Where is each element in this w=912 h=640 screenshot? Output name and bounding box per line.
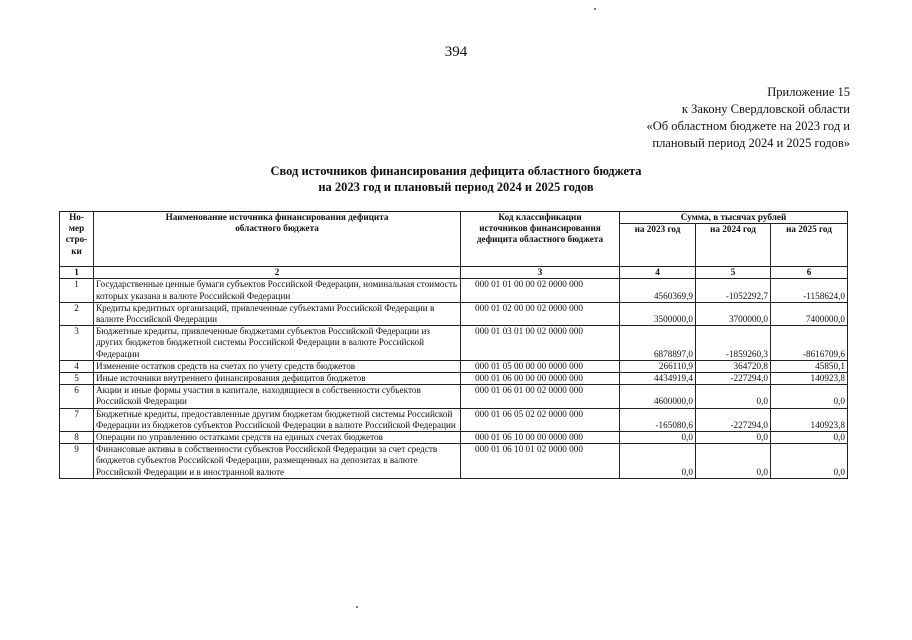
document-title <box>0 163 912 195</box>
row-amount-2025: 7400000,0 <box>771 302 848 325</box>
page-number: 394 <box>444 44 468 60</box>
row-code: 000 01 03 01 00 02 0000 000 <box>461 326 620 361</box>
appendix-line-2: к Закону Свердловской области <box>681 102 850 116</box>
table-row <box>60 302 848 325</box>
header-sum: Сумма, в тысячах рублей <box>620 212 848 224</box>
row-number: 2 <box>60 302 94 325</box>
header-2025: на 2025 год <box>771 224 848 267</box>
row-code: 000 01 06 01 00 02 0000 000 <box>461 385 620 408</box>
table-row <box>60 408 848 431</box>
title-line-2: на 2023 год и плановый период 2024 и 2025 годов <box>318 180 594 194</box>
row-amount-2024: 3700000,0 <box>696 302 771 325</box>
row-number: 3 <box>60 326 94 361</box>
header-number: Но- мер стро- ки <box>60 212 94 267</box>
appendix-line-3: «Об областном бюджете на 2023 год и <box>646 119 850 133</box>
header-code: Код классификации источников финансирования дефицита областного бюджета <box>461 212 620 267</box>
row-code: 000 01 06 10 00 00 0000 000 <box>461 432 620 444</box>
row-number: 5 <box>60 373 94 385</box>
row-amount-2024: 0,0 <box>696 444 771 479</box>
row-code: 000 01 06 00 00 00 0000 000 <box>461 373 620 385</box>
row-amount-2024: -227294,0 <box>696 408 771 431</box>
row-name: Кредиты кредитных организаций, привлеченные субъектами Российской Федерации в валюте Российской Федерации <box>94 302 461 325</box>
row-code: 000 01 05 00 00 00 0000 000 <box>461 360 620 372</box>
row-number: 6 <box>60 385 94 408</box>
row-name: Бюджетные кредиты, привлеченные бюджетами субъектов Российской Федерации из других бюджетов бюджетной системы Российской Федерации в валюте Российской Федерации <box>94 326 461 361</box>
row-amount-2023: -165080,6 <box>620 408 696 431</box>
row-name: Государственные ценные бумаги субъектов Российской Федерации, номинальная стоимость которых указана в валюте Российской Федерации <box>94 279 461 302</box>
row-number: 8 <box>60 432 94 444</box>
header-2023: на 2023 год <box>620 224 696 267</box>
column-index: 5 <box>696 267 771 279</box>
row-name: Бюджетные кредиты, предоставленные другим бюджетам бюджетной системы Российской Федерации из бюджетов субъектов Российской Федерации в валюте Российской Федерации <box>94 408 461 431</box>
row-name: Изменение остатков средств на счетах по учету средств бюджетов <box>94 360 461 372</box>
row-code: 000 01 02 00 00 02 0000 000 <box>461 302 620 325</box>
row-amount-2023: 0,0 <box>620 444 696 479</box>
row-amount-2025: 45850,1 <box>771 360 848 372</box>
row-number: 9 <box>60 444 94 479</box>
row-name: Акции и иные формы участия в капитале, находящиеся в собственности субъектов Российской Федерации <box>94 385 461 408</box>
table-row <box>60 385 848 408</box>
row-name: Финансовые активы в собственности субъектов Российской Федерации за счет средств бюджетов субъектов Российской Федерации, размещенных на депозитах в валюте Российской Федерации и в иностранной валюте <box>94 444 461 479</box>
row-amount-2024: -1859260,3 <box>696 326 771 361</box>
row-name: Иные источники внутреннего финансирования дефицитов бюджетов <box>94 373 461 385</box>
row-amount-2023: 266110,9 <box>620 360 696 372</box>
column-index: 1 <box>60 267 94 279</box>
table-row <box>60 432 848 444</box>
table-row <box>60 279 848 302</box>
scan-speck <box>594 8 596 10</box>
row-amount-2024: 0,0 <box>696 385 771 408</box>
row-amount-2023: 0,0 <box>620 432 696 444</box>
row-code: 000 01 01 00 00 02 0000 000 <box>461 279 620 302</box>
row-amount-2023: 4600000,0 <box>620 385 696 408</box>
row-amount-2025: -1158624,0 <box>771 279 848 302</box>
row-code: 000 01 06 10 01 02 0000 000 <box>461 444 620 479</box>
row-code: 000 01 06 05 02 02 0000 000 <box>461 408 620 431</box>
appendix-line-4: плановый период 2024 и 2025 годов» <box>652 136 850 150</box>
row-amount-2025: 140923,8 <box>771 373 848 385</box>
title-line-1: Свод источников финансирования дефицита областного бюджета <box>270 164 642 178</box>
row-number: 7 <box>60 408 94 431</box>
header-name: Наименование источника финансирования дефицита областного бюджета <box>94 212 461 267</box>
row-amount-2025: 0,0 <box>771 444 848 479</box>
row-amount-2024: -1052292,7 <box>696 279 771 302</box>
column-index: 6 <box>771 267 848 279</box>
table-row <box>60 444 848 479</box>
column-index-row <box>60 267 848 279</box>
row-amount-2024: -227294,0 <box>696 373 771 385</box>
row-amount-2025: 140923,8 <box>771 408 848 431</box>
table-header-row <box>60 212 848 224</box>
appendix-line-1: Приложение 15 <box>767 85 850 99</box>
row-amount-2023: 3500000,0 <box>620 302 696 325</box>
row-amount-2023: 4560369,9 <box>620 279 696 302</box>
row-amount-2024: 0,0 <box>696 432 771 444</box>
header-2024: на 2024 год <box>696 224 771 267</box>
row-number: 1 <box>60 279 94 302</box>
row-amount-2023: 4434919,4 <box>620 373 696 385</box>
row-amount-2024: 364720,8 <box>696 360 771 372</box>
row-amount-2025: -8616709,6 <box>771 326 848 361</box>
column-index: 3 <box>461 267 620 279</box>
table-row <box>60 360 848 372</box>
financing-table <box>59 211 848 479</box>
column-index: 4 <box>620 267 696 279</box>
table-row <box>60 326 848 361</box>
scan-speck <box>356 606 358 608</box>
row-amount-2025: 0,0 <box>771 385 848 408</box>
row-number: 4 <box>60 360 94 372</box>
table-row <box>60 373 848 385</box>
row-name: Операции по управлению остатками средств на единых счетах бюджетов <box>94 432 461 444</box>
row-amount-2023: 6878897,0 <box>620 326 696 361</box>
column-index: 2 <box>94 267 461 279</box>
row-amount-2025: 0,0 <box>771 432 848 444</box>
appendix-block <box>646 84 850 152</box>
